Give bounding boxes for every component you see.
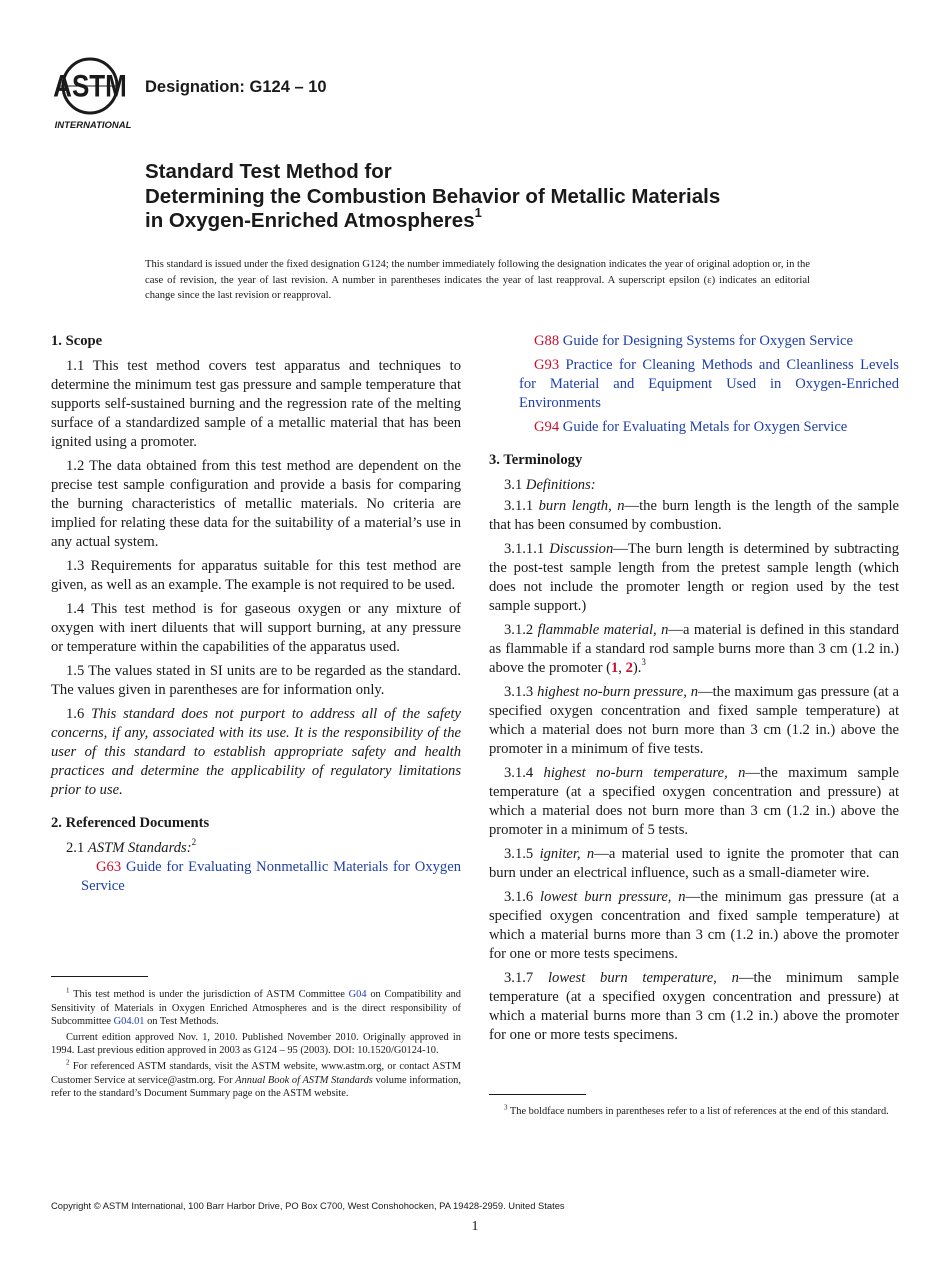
reference-item[interactable]: G63 Guide for Evaluating Nonmetallic Materials for Oxygen Service <box>81 859 462 894</box>
reference-link[interactable]: 2 <box>625 660 633 676</box>
definition-flammable-material: 3.1.2 flammable material, n—a material is defined in this standard as flammable if a standard rod sample burns more than 3 cm (1.2 in.) above the promoter (1, 2).$^3$ <box>489 622 899 676</box>
reference-item[interactable]: G94 Guide for Evaluating Metals for Oxygen Service <box>534 419 848 435</box>
copyright-line: Copyright © ASTM International, 100 Barr Harbor Drive, PO Box C700, West Conshohocken, PA 19428-2959. United States <box>51 1200 565 1211</box>
subcommittee-link[interactable]: G04.01 <box>113 1016 145 1028</box>
scope-paragraph: 1.4 This test method is for gaseous oxygen or any mixture of oxygen with inert diluents that will support burning, at any pressure or temperature within the capabilities of the apparatus used. <box>51 601 461 655</box>
footnote-2: $^2$ For referenced ASTM standards, visit the ASTM website, www.astm.org, or contact ASTM Customer Service at service@astm.org. For Annual Book of ASTM Standards volume information, refer to the standard’s Document Summary page on the ASTM website. <box>51 1058 461 1100</box>
reference-link[interactable]: 1 <box>610 660 619 676</box>
svg-text:INTERNATIONAL: INTERNATIONAL <box>54 120 132 131</box>
definition-highest-no-burn-temperature: 3.1.4 highest no-burn temperature, n—the maximum sample temperature (at a specified oxygen concentration and pressure) at which a material does not burn more than 3 cm (1.2 in.) above the promoter in a minimum of 5 tests. <box>489 765 899 838</box>
scope-paragraph: 1.2 The data obtained from this test method are dependent on the precise test sample configuration and provide a basis for comparing the burning characteristics of metallic materials. No criteria are implied for relating these data for the suitability of a material’s use in any actual system. <box>51 458 461 550</box>
definition-lowest-burn-pressure: 3.1.6 lowest burn pressure, n—the minimum gas pressure (at a specified oxygen concentration and fixed sample temperature) at which a material burns more than 3 cm (1.2 in.) above the promoter for one or more tests specimens. <box>489 889 899 962</box>
footnote-1: $^1$ This test method is under the jurisdiction of ASTM Committee G04 on Compatibility and Sensitivity of Materials in Oxygen Enriched Atmospheres and is the direct responsibility of Subcommittee G04.01 on Test Methods. <box>51 986 461 1028</box>
definition-burn-length: 3.1.1 burn length, n—the burn length is the length of the sample that has been consumed by combustion. <box>489 498 899 533</box>
designation: Designation: G124 – 10 <box>145 78 327 96</box>
definitions-label: 3.1 Definitions: <box>504 477 596 493</box>
definition-igniter: 3.1.5 igniter, n—a material used to ignite the promoter that can burn under an electrical influence, such as a small-diameter wire. <box>489 846 899 881</box>
section-scope-heading: 1. Scope <box>51 333 103 349</box>
definition-lowest-burn-temperature: 3.1.7 lowest burn temperature, n—the minimum sample temperature (at a specified oxygen concentration and pressure) at which a material burns more than 3 cm (1.2 in.) above the promoter for one or more tests specimens. <box>489 970 899 1043</box>
definition-discussion: 3.1.1.1 Discussion—The burn length is determined by subtracting the post-test sample length from the pretest sample length (which does not include the promoter length or region used by the test sample support.) <box>489 541 900 614</box>
page-number: 1 <box>471 1219 479 1234</box>
section-terminology-heading: 3. Terminology <box>489 452 583 468</box>
footnotes-left <box>51 988 461 1103</box>
left-column <box>51 332 461 901</box>
scope-paragraph: 1.3 Requirements for apparatus suitable for this test method are given, as well as an example. The example is not required to be used. <box>51 558 461 593</box>
footnote-divider <box>51 976 148 977</box>
title-line-3: in Oxygen-Enriched Atmospheres$^1$ <box>145 205 482 232</box>
scope-paragraph: 1.1 This test method covers test apparatus and techniques to determine the minimum test gas pressure and sample temperature that supports self-sustained burning and the regression rate of the melting surface of a standardized sample of a metallic material that has been ignited using a promoter. <box>51 358 461 450</box>
astm-standards-label: 2.1 ASTM Standards:$^2$ <box>66 837 197 856</box>
section-referenced-heading: 2. Referenced Documents <box>51 815 210 831</box>
reference-item[interactable]: G93 Practice for Cleaning Methods and Cleanliness Levels for Material and Equipment Used in Oxygen-Enriched Environments <box>519 357 899 411</box>
footnote-divider <box>489 1094 586 1095</box>
footnote-1-edition: Current edition approved Nov. 1, 2010. Published November 2010. Originally approved in 1994. Last previous edition approved in 2003 as G124 – 95 (2003). DOI: 10.1520/G0124-10. <box>51 1031 461 1057</box>
footnote-3: $^3$ The boldface numbers in parentheses refer to a list of references at the end of this standard. <box>504 1103 889 1117</box>
astm-logo <box>50 52 136 132</box>
title-footnote-mark[interactable]: 1 <box>474 205 482 221</box>
right-column <box>489 332 899 1050</box>
issue-note: This standard is issued under the fixed designation G124; the number immediately following the designation indicates the year of original adoption or, in the case of revision, the year of last revision. A number in parentheses indicates the year of last reapproval. A superscript epsilon (ε) indicates an editorial change since the last revision or reapproval. <box>145 259 810 301</box>
committee-link[interactable]: G04 <box>348 989 367 1000</box>
svg-text:ASTM: ASTM <box>53 69 127 105</box>
title-line-2: Determining the Combustion Behavior of Metallic Materials <box>145 184 721 208</box>
scope-paragraph: 1.5 The values stated in SI units are to be regarded as the standard. The values given in parentheses are for information only. <box>51 663 461 698</box>
scope-paragraph-safety: 1.6 This standard does not purport to address all of the safety concerns, if any, associated with its use. It is the responsibility of the user of this standard to establish appropriate safety and health practices and determine the applicability of regulatory limitations prior to use. <box>51 706 461 798</box>
title-line-1: Standard Test Method for <box>145 160 392 183</box>
definition-highest-no-burn-pressure: 3.1.3 highest no-burn pressure, n—the maximum gas pressure (at a specified oxygen concentration and fixed sample temperature) at which a material does not burn more than 3 cm (1.2 in.) above the promoter in a minimum of five tests. <box>489 684 899 757</box>
document-title <box>145 160 905 234</box>
reference-item[interactable]: G88 Guide for Designing Systems for Oxygen Service <box>534 333 853 349</box>
footnotes-right <box>489 1105 899 1121</box>
